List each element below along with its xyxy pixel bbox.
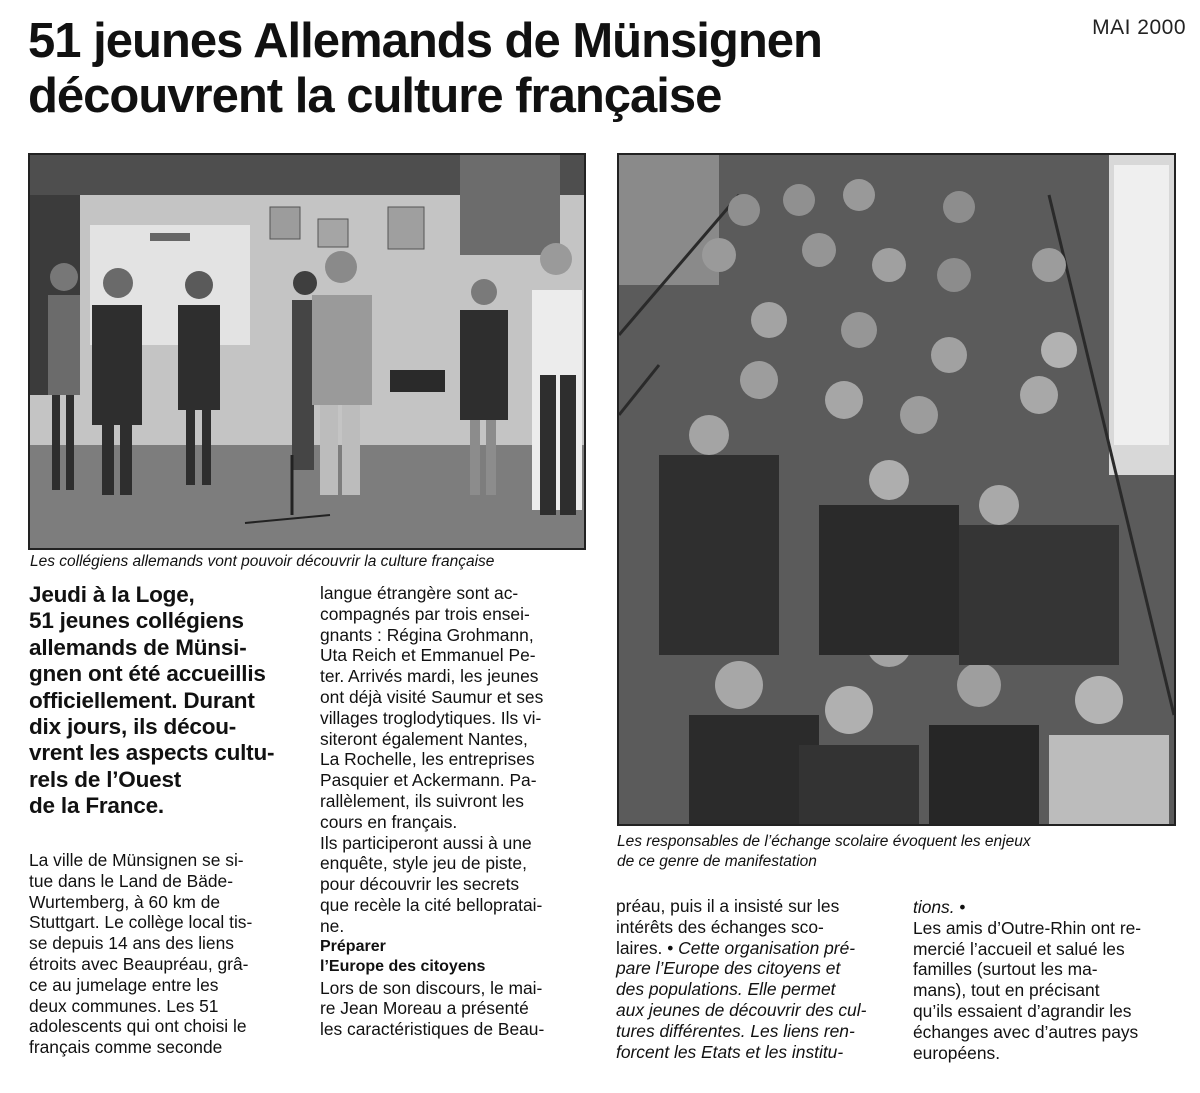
body-line: familles (surtout les ma- (913, 959, 1098, 980)
lead-line: 51 jeunes collégiens (29, 608, 244, 634)
body-line: ont déjà visité Saumur et ses (320, 686, 544, 707)
body-line: se depuis 14 ans des liens (29, 933, 234, 954)
reception-photo-drawing (30, 155, 584, 548)
body-line: ce au jumelage entre les (29, 974, 219, 995)
body-text: laires. • (616, 937, 679, 958)
students-caption-line-1: Les responsables de l’échange scolaire évoquent les enjeux (617, 833, 1031, 850)
body-line: adolescents qui ont choisi le (29, 1016, 247, 1037)
body-line: les caractéristiques de Beau- (320, 1019, 545, 1040)
reception-photo (28, 153, 586, 550)
quote-line: pare l’Europe des citoyens et (616, 958, 841, 979)
headline-line-1: 51 jeunes Allemands de Münsignen (28, 14, 822, 68)
lead-line: de la France. (29, 793, 164, 819)
lead-line: gnen ont été accueillis (29, 661, 266, 687)
column-2-body (320, 583, 544, 1040)
body-line: pour découvrir les secrets (320, 874, 520, 895)
lead-line: vrent les aspects cultu- (29, 740, 275, 766)
body-line: ne. (320, 915, 345, 936)
students-caption-line-2: de ce genre de manifestation (617, 853, 817, 870)
quote-end: tions. (913, 897, 955, 917)
body-line: Ils participeront aussi à une (320, 832, 532, 853)
body-line: préau, puis il a insisté sur les (616, 896, 840, 916)
lead-paragraph (29, 582, 274, 820)
body-line: mans), tout en précisant (913, 980, 1100, 1001)
body-line: ter. Arrivés mardi, les jeunes (320, 666, 539, 687)
lead-line: allemands de Münsi- (29, 634, 247, 660)
subheading-line: Préparer (320, 937, 386, 955)
body-line (616, 938, 866, 959)
body-line: Les amis d’Outre-Rhin ont re- (913, 917, 1142, 938)
body-line: que recèle la cité bellopratai- (320, 894, 543, 915)
lead-line: officiellement. Durant (29, 687, 255, 713)
column-4-body (913, 897, 1141, 1063)
lead-line: rels de l’Ouest (29, 766, 182, 792)
body-line: français comme seconde (29, 1037, 223, 1058)
issue-date: MAI 2000 (1092, 16, 1186, 39)
students-stairs-photo (617, 153, 1176, 826)
body-line: Wurtemberg, à 60 km de (29, 891, 221, 912)
section-subheading (320, 937, 544, 978)
lead-line: Jeudi à la Loge, (29, 582, 195, 607)
body-line: La ville de Münsignen se si- (29, 850, 244, 870)
body-line: étroits avec Beaupréau, grâ- (29, 953, 249, 974)
quote-line: forcent les Etats et les institu- (616, 1041, 844, 1062)
body-line: européens. (913, 1042, 1001, 1063)
body-line: compagnés par trois ensei- (320, 603, 530, 624)
students-stairs-photo-drawing (619, 155, 1174, 824)
body-line: qu’ils essaient d’agrandir les (913, 1000, 1132, 1021)
body-line: langue étrangère sont ac- (320, 583, 519, 603)
body-line: Lors de son discours, le mai- (320, 977, 543, 998)
body-line: Stuttgart. Le collège local tis- (29, 912, 253, 933)
body-line: re Jean Moreau a présenté (320, 998, 529, 1019)
subheading-line: l’Europe des citoyens (320, 958, 486, 976)
body-line: échanges avec d’autres pays (913, 1021, 1139, 1042)
quote-line: aux jeunes de découvrir des cul- (616, 999, 867, 1020)
body-line: La Rochelle, les entreprises (320, 749, 535, 770)
body-line: tue dans le Land de Bäde- (29, 870, 234, 891)
column-3-body (616, 896, 866, 1062)
column-1-body (29, 850, 252, 1058)
body-line: intérêts des échanges sco- (616, 916, 824, 937)
body-line: gnants : Régina Grohmann, (320, 624, 534, 645)
body-line (913, 897, 1141, 918)
body-line: Pasquier et Ackermann. Pa- (320, 770, 537, 791)
body-line: villages troglodytiques. Ils vi- (320, 707, 542, 728)
lead-line: dix jours, ils décou- (29, 714, 237, 740)
quote-text: Cette organisation pré- (678, 937, 856, 958)
bullet: • (954, 897, 966, 917)
body-line: mercié l’accueil et salué les (913, 938, 1125, 959)
body-line: rallèlement, ils suivront les (320, 790, 524, 811)
body-line: deux communes. Les 51 (29, 995, 219, 1016)
article-headline (28, 14, 822, 124)
headline-line-2: découvrent la culture française (28, 69, 722, 123)
body-line: enquête, style jeu de piste, (320, 853, 527, 874)
quote-line: des populations. Elle permet (616, 979, 836, 1000)
students-photo-caption (617, 832, 1031, 872)
reception-photo-caption: Les collégiens allemands vont pouvoir découvrir la culture française (30, 553, 495, 570)
quote-line: tures différentes. Les liens ren- (616, 1020, 855, 1041)
body-line: siteront également Nantes, (320, 728, 528, 749)
body-line: cours en français. (320, 811, 458, 832)
body-line: Uta Reich et Emmanuel Pe- (320, 645, 536, 666)
